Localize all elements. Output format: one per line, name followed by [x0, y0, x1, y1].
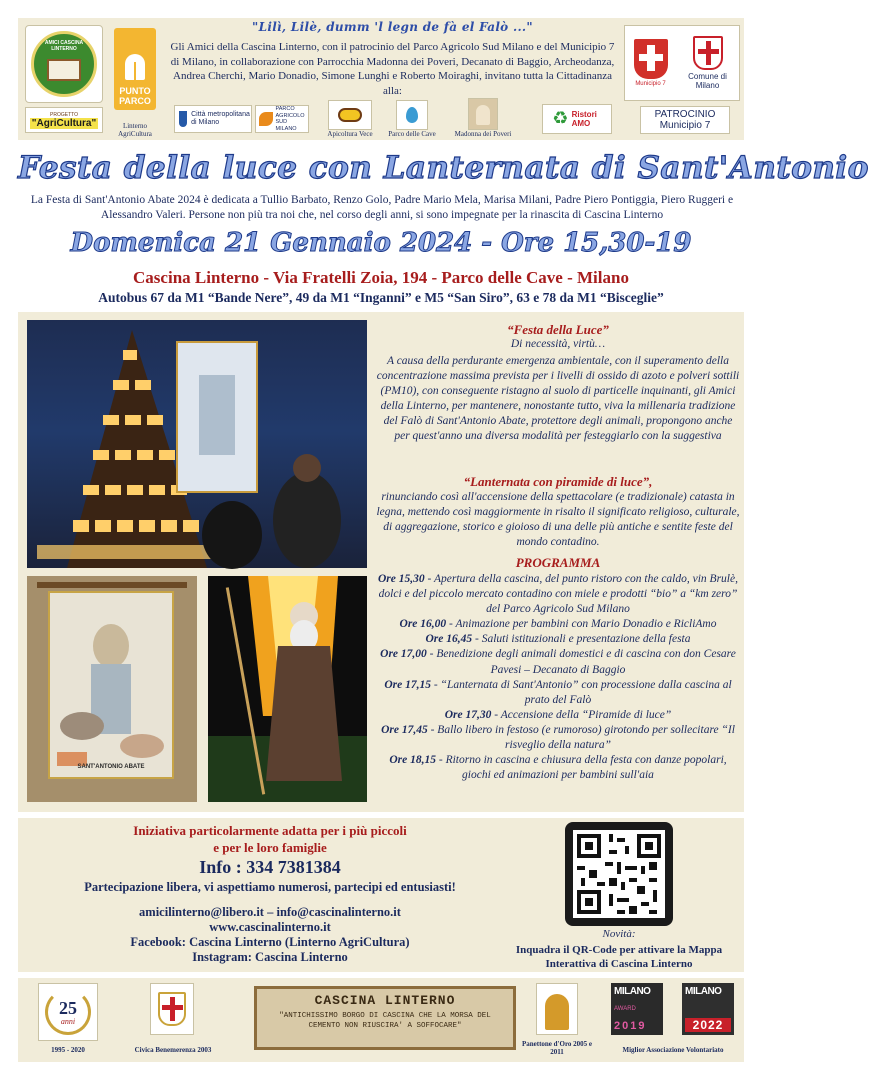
amici-linterno-logo	[25, 25, 103, 103]
patrocinio-municipio: Municipio 7	[659, 120, 711, 131]
panettone-caption: Panettone d'Oro 2005 e 2011	[521, 1040, 593, 1056]
civica-caption: Civica Benemerenza 2003	[134, 1046, 212, 1054]
programma-item: Ore 17,45 - Ballo libero in festoso (e rumoroso) girotondo per sollecitare “Il risveglio della natura”	[381, 723, 735, 752]
associazione-caption: Miglior Associazione Volontariato	[622, 1046, 724, 1054]
amici-logo-text: AMICI CASCINA LINTERNO	[44, 40, 84, 52]
civica-shield-icon	[158, 992, 186, 1026]
email-links[interactable]: amicilinterno@libero.it – info@cascinalinterno.it	[139, 905, 401, 919]
plaque-title: CASCINA LINTERNO	[314, 993, 456, 1008]
cave-logo	[396, 100, 428, 130]
punto-parco-caption: Linterno AgriCultura	[118, 122, 152, 138]
municipio-comune-logo	[624, 25, 740, 101]
story-highlight: “Lanternata con piramide di luce”,	[463, 474, 653, 489]
ristori-label: Ristori AMO	[571, 110, 597, 128]
anni-word: anni	[60, 1016, 76, 1026]
milano-2019-word: MILANO	[614, 986, 651, 997]
comune-label: Comune di Milano	[688, 72, 727, 90]
banner-caption: SANT'ANTONIO ABATE	[77, 764, 145, 770]
anni-logo	[38, 983, 98, 1041]
story-body2: rinunciando così all'accensione della spettacolare (e tradizionale) catasta in legna, mettendo così maggiormente in risalto il significato religioso, culturale, di aggregazione, storico e gioioso di una delle più antiche e sentite feste del mondo contadino.	[376, 491, 740, 549]
milano-award-2019	[611, 983, 663, 1035]
programma-item: Ore 17,15 - “Lanternata di Sant'Antonio” con processione dalla cascina al prato del Falò	[384, 678, 732, 706]
qr-instruction: Inquadra il QR-Code per attivare la Mappa Interattiva di Cascina Linterno	[515, 944, 723, 970]
kids-line2: e per le loro famiglie	[213, 840, 327, 855]
participation-text: Partecipazione libera, vi aspettiamo numerosi, partecipi ed entusiasti!	[84, 880, 456, 894]
citta-label: Città metropolitana di Milano	[191, 111, 250, 126]
story-heading: “Festa della Luce”	[507, 322, 609, 337]
patrocinio-box	[640, 106, 730, 134]
recycle-icon: ♻	[552, 108, 569, 129]
qr-code[interactable]	[565, 822, 673, 926]
qr-code-icon	[573, 830, 665, 918]
programma-item: Ore 15,30 - Apertura della cascina, del punto ristoro con the caldo, vin Brulè, dolci e del piccolo mercato contadino con miele e prodotti “bio” a “km zero” del Parco Agricolo Sud Milano	[378, 573, 738, 616]
header-motto: "Lilì, Lilè, dumm 'l legn de fà el Falò ..."	[252, 20, 533, 34]
facebook-link[interactable]: Facebook: Cascina Linterno (Linterno AgriCultura)	[130, 935, 410, 949]
apicoltura-caption: Apicoltura Vece	[327, 130, 373, 138]
madonna-logo	[468, 98, 498, 130]
story-sub: Di necessità, virtù…	[510, 338, 606, 350]
milano-award-2022	[682, 983, 734, 1035]
agricultura-small: PROGETTO	[50, 111, 78, 118]
kids-line1: Iniziativa particolarmente adatta per i più piccoli	[133, 823, 407, 838]
apicoltura-logo	[328, 100, 372, 130]
panettone-icon	[545, 994, 569, 1030]
anni-caption: 1995 - 2020	[51, 1046, 85, 1054]
parco-label: PARCO AGRICOLO SUD MILANO	[275, 106, 305, 132]
comune-shield-icon	[693, 36, 723, 70]
programma-item: Ore 17,30 - Accensione della “Piramide di luce”	[444, 708, 672, 721]
parco-sud-logo	[255, 105, 309, 133]
cascina-plaque	[254, 986, 516, 1050]
milano-2019-year: 2019	[614, 1020, 647, 1032]
event-date: Domenica 21 Gennaio 2024 - Ore 15,30-19	[70, 228, 692, 258]
cave-caption: Parco delle Cave	[388, 130, 436, 138]
patrocinio-label: PATROCINIO	[654, 109, 716, 120]
pyramid-lights-photo	[27, 320, 367, 568]
drop-icon	[406, 107, 418, 123]
agricultura-project-logo	[25, 107, 103, 133]
programma-item: Ore 18,15 - Ritorno in cascina e chiusura della festa con danze popolari, giochi ed animazioni per bambini sull'aia	[389, 754, 727, 782]
civica-logo	[150, 983, 194, 1035]
madonna-caption: Madonna dei Poveri	[454, 130, 512, 138]
milano-2019-award: AWARD	[614, 1005, 636, 1012]
instagram-link[interactable]: Instagram: Cascina Linterno	[192, 950, 348, 964]
municipio-shield-icon	[634, 39, 668, 79]
programma-item: Ore 16,45 - Saluti istituzionali e presentazione della festa	[425, 633, 691, 646]
qr-new-label: Novità:	[602, 928, 636, 940]
header-intro: Gli Amici della Cascina Linterno, con il patrocinio del Parco Agricolo Sud Milano e del Municipio 7 di Milano, in collaborazione con Parrocchia Madonna dei Poveri, Decanato di Baggio, Archeodanza, Andrea Cherchi, Mario Donadio, Simone Lunghi e Roberto Moiraghi, invitano tutta la Cittadinanza alla:	[170, 41, 615, 97]
municipio-label: Municipio 7	[635, 81, 666, 87]
parco-leaf-icon	[259, 112, 273, 126]
laurel-icon	[45, 989, 91, 1035]
citta-shield-icon	[179, 111, 187, 127]
event-place: Cascina Linterno - Via Fratelli Zoia, 194 - Parco delle Cave - Milano	[133, 268, 629, 287]
programma-list	[376, 572, 740, 783]
bee-icon	[338, 108, 362, 122]
milano-2022-year: 2022	[685, 1018, 731, 1032]
main-title: Festa della luce con Lanternata di Sant'Antonio	[18, 150, 869, 186]
info-phone: Info : 334 7381384	[199, 857, 341, 877]
programma-item: Ore 16,00 - Animazione per bambini con Mario Donadio e RicliAmo	[399, 618, 717, 631]
dedication-text: La Festa di Sant'Antonio Abate 2024 è dedicata a Tullio Barbato, Renzo Golo, Padre Mario Mela, Marisa Milani, Padre Piero Pontiggia, Piero Ruggeri e Alessandro Valeri. Persone non più tra noi che, nel corso degli anni, si sono impegnate per la rinascita di Cascina Linterno	[30, 194, 734, 221]
programma-item: Ore 17,00 - Benedizione degli animali domestici e di cascina con don Cesare Pavesi – Decanato di Baggio	[380, 648, 736, 676]
programma-heading: PROGRAMMA	[515, 555, 601, 570]
story-body: A causa della perdurante emergenza ambientale, con il superamento della concentrazione massima prevista per i livelli di ossido di azoto e polveri sottili (PM10), con conseguente ristagno al suolo di particelle inquinanti, gli Amici della Linterno, per mantenere, nonostante tutto, viva la millenaria tradizione del Falò di Sant'Antonio Abate, protettore degli animali, propongono anche per quest'anno una diversa modalità per festeggiarlo con la suggestiva	[376, 355, 740, 443]
agricultura-name: "AgriCultura"	[31, 117, 97, 129]
anni-number: 25	[59, 997, 77, 1018]
saint-costume-photo	[208, 576, 367, 802]
website-link[interactable]: www.cascinalinterno.it	[209, 920, 331, 934]
ristori-logo	[542, 104, 612, 134]
citta-metropolitana-logo	[174, 105, 252, 133]
transport-info: Autobus 67 da M1 “Bande Nere”, 49 da M1 “Inganni” e M5 “San Siro”, 63 e 78 da M1 “Bisceglie”	[98, 290, 664, 305]
punto-parco-logo	[114, 28, 156, 110]
panettone-logo	[536, 983, 578, 1035]
milano-2022-word: MILANO	[685, 986, 722, 997]
saint-banner-photo	[27, 576, 197, 802]
punto-parco-text: PUNTO PARCO	[119, 86, 151, 106]
plaque-text: "ANTICHISSIMO BORGO DI CASCINA CHE LA MORSA DEL CEMENTO NON RIUSCIRA' A SOFFOCARE"	[279, 1012, 491, 1030]
